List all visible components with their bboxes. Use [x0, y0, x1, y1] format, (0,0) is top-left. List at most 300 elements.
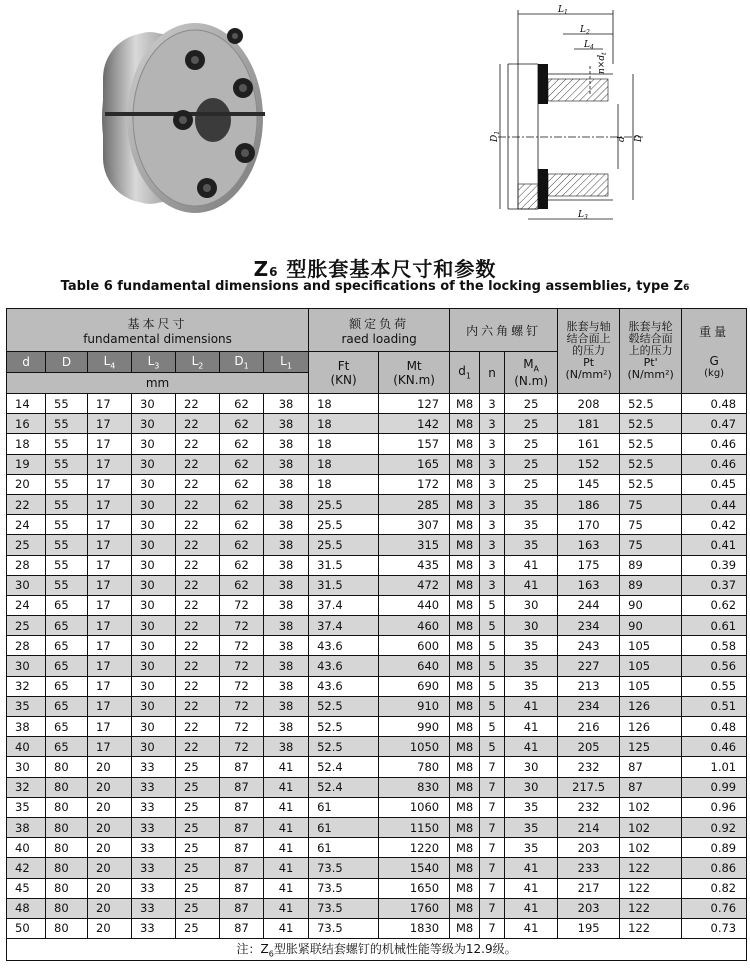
- table-cell: 0.73: [682, 918, 747, 938]
- table-cell: 45: [7, 878, 46, 898]
- table-cell: 52.5: [620, 394, 682, 414]
- table-cell: 72: [220, 656, 264, 676]
- unit-mm: mm: [7, 373, 309, 394]
- table-cell: 170: [558, 515, 620, 535]
- table-cell: 163: [558, 575, 620, 595]
- table-cell: 25: [176, 858, 220, 878]
- table-cell: 25.5: [309, 515, 379, 535]
- table-cell: 3: [480, 394, 505, 414]
- table-cell: 0.61: [682, 616, 747, 636]
- table-cell: 126: [620, 717, 682, 737]
- table-row: [7, 817, 747, 837]
- table-cell: 41: [264, 918, 309, 938]
- table-cell: 38: [264, 434, 309, 454]
- table-cell: 315: [379, 535, 450, 555]
- table-cell: 0.46: [682, 737, 747, 757]
- table-cell: 105: [620, 676, 682, 696]
- table-cell: 80: [46, 918, 88, 938]
- table-cell: 25.5: [309, 494, 379, 514]
- table-cell: 89: [620, 575, 682, 595]
- table-cell: 41: [264, 858, 309, 878]
- table-cell: 18: [309, 394, 379, 414]
- table-cell: 0.82: [682, 878, 747, 898]
- table-cell: 20: [88, 838, 132, 858]
- table-cell: 17: [88, 555, 132, 575]
- table-cell: 38: [264, 656, 309, 676]
- table-cell: M8: [450, 454, 480, 474]
- header-rated-loading: 额定负荷 raed loading: [309, 309, 450, 352]
- table-cell: 35: [505, 817, 558, 837]
- table-cell: M8: [450, 878, 480, 898]
- table-cell: 20: [88, 878, 132, 898]
- table-cell: 22: [176, 394, 220, 414]
- table-cell: 80: [46, 757, 88, 777]
- table-cell: 38: [264, 454, 309, 474]
- table-cell: 20: [88, 858, 132, 878]
- table-cell: 0.44: [682, 494, 747, 514]
- table-row: [7, 838, 747, 858]
- table-cell: 22: [176, 636, 220, 656]
- table-cell: 233: [558, 858, 620, 878]
- table-cell: 181: [558, 414, 620, 434]
- table-cell: 435: [379, 555, 450, 575]
- table-cell: 122: [620, 898, 682, 918]
- table-cell: 41: [505, 737, 558, 757]
- col-D1: $D_1$: [220, 352, 264, 373]
- table-cell: 30: [132, 535, 176, 555]
- table-cell: 41: [505, 878, 558, 898]
- table-cell: 48: [7, 898, 46, 918]
- table-cell: 161: [558, 434, 620, 454]
- table-cell: 25.5: [309, 535, 379, 555]
- table-cell: 20: [88, 898, 132, 918]
- table-cell: 61: [309, 838, 379, 858]
- table-cell: 105: [620, 656, 682, 676]
- table-cell: 73.5: [309, 918, 379, 938]
- table-cell: 30: [132, 575, 176, 595]
- col-D: D: [46, 352, 88, 373]
- table-cell: 89: [620, 555, 682, 575]
- table-cell: 17: [88, 515, 132, 535]
- table-cell: 127: [379, 394, 450, 414]
- table-cell: 0.45: [682, 474, 747, 494]
- table-cell: 203: [558, 838, 620, 858]
- table-cell: 25: [176, 817, 220, 837]
- table-cell: 35: [7, 797, 46, 817]
- table-cell: 52.4: [309, 777, 379, 797]
- table-cell: 38: [264, 616, 309, 636]
- table-cell: 3: [480, 474, 505, 494]
- table-cell: 22: [176, 696, 220, 716]
- table-cell: M8: [450, 817, 480, 837]
- table-cell: 3: [480, 454, 505, 474]
- table-cell: 1050: [379, 737, 450, 757]
- table-cell: M8: [450, 737, 480, 757]
- table-row: [7, 656, 747, 676]
- col-L4: $L_4$: [88, 352, 132, 373]
- table-cell: 22: [176, 717, 220, 737]
- table-row: [7, 636, 747, 656]
- table-cell: 62: [220, 434, 264, 454]
- table-cell: 38: [264, 394, 309, 414]
- table-cell: M8: [450, 918, 480, 938]
- label-d: d: [617, 136, 627, 142]
- table-cell: 80: [46, 898, 88, 918]
- table-cell: 30: [132, 434, 176, 454]
- table-cell: 0.56: [682, 656, 747, 676]
- table-cell: 460: [379, 616, 450, 636]
- table-cell: 1150: [379, 817, 450, 837]
- label-D: D: [634, 134, 644, 142]
- table-cell: 22: [176, 434, 220, 454]
- table-cell: 35: [7, 696, 46, 716]
- table-cell: 3: [480, 494, 505, 514]
- table-cell: 65: [46, 616, 88, 636]
- table-cell: 87: [220, 777, 264, 797]
- table-cell: 0.48: [682, 717, 747, 737]
- table-cell: 35: [505, 838, 558, 858]
- table-cell: 31.5: [309, 555, 379, 575]
- label-L4: $L_4$: [584, 40, 594, 51]
- table-cell: 640: [379, 656, 450, 676]
- table-cell: 38: [264, 474, 309, 494]
- table-cell: 17: [88, 616, 132, 636]
- table-cell: 17: [88, 676, 132, 696]
- table-cell: 165: [379, 454, 450, 474]
- table-cell: 17: [88, 575, 132, 595]
- table-cell: 38: [264, 555, 309, 575]
- table-cell: 30: [132, 515, 176, 535]
- table-cell: 31.5: [309, 575, 379, 595]
- table-cell: 24: [7, 595, 46, 615]
- table-cell: 30: [505, 616, 558, 636]
- table-cell: 30: [7, 656, 46, 676]
- table-cell: 52.5: [620, 414, 682, 434]
- table-cell: 195: [558, 918, 620, 938]
- table-cell: 33: [132, 797, 176, 817]
- table-cell: 41: [264, 777, 309, 797]
- table-cell: 62: [220, 494, 264, 514]
- label-L2: $L_2$: [580, 25, 590, 36]
- table-cell: 5: [480, 717, 505, 737]
- table-cell: 7: [480, 817, 505, 837]
- table-cell: 102: [620, 817, 682, 837]
- table-cell: M8: [450, 757, 480, 777]
- table-cell: 30: [7, 757, 46, 777]
- table-cell: 65: [46, 676, 88, 696]
- table-cell: 0.62: [682, 595, 747, 615]
- table-cell: 72: [220, 717, 264, 737]
- table-cell: 28: [7, 636, 46, 656]
- table-cell: 1540: [379, 858, 450, 878]
- specification-table: [6, 308, 747, 961]
- title-english: Table 6 fundamental dimensions and specifications of the locking assemblies, type Z6: [60, 279, 690, 294]
- table-cell: 25: [176, 898, 220, 918]
- table-cell: 18: [309, 474, 379, 494]
- table-cell: M8: [450, 717, 480, 737]
- table-row: [7, 717, 747, 737]
- table-cell: 87: [220, 817, 264, 837]
- table-row: [7, 434, 747, 454]
- table-cell: 1.01: [682, 757, 747, 777]
- table-cell: 7: [480, 878, 505, 898]
- table-cell: 62: [220, 515, 264, 535]
- table-row: [7, 494, 747, 514]
- table-cell: 22: [176, 575, 220, 595]
- table-cell: 38: [264, 737, 309, 757]
- table-cell: 35: [505, 636, 558, 656]
- table-cell: 30: [132, 555, 176, 575]
- col-L2: $L_2$: [176, 352, 220, 373]
- table-cell: 3: [480, 414, 505, 434]
- table-cell: 38: [7, 717, 46, 737]
- table-cell: 22: [176, 616, 220, 636]
- table-cell: 65: [46, 696, 88, 716]
- table-cell: 33: [132, 817, 176, 837]
- table-cell: 17: [88, 394, 132, 414]
- table-cell: 7: [480, 797, 505, 817]
- table-cell: 217: [558, 878, 620, 898]
- table-cell: 72: [220, 696, 264, 716]
- table-cell: 55: [46, 474, 88, 494]
- header-socket-screw: 内六角螺钉: [450, 309, 558, 352]
- table-cell: 41: [505, 898, 558, 918]
- title-chinese: Z6 型胀套基本尺寸和参数: [253, 257, 497, 281]
- table-cell: 0.41: [682, 535, 747, 555]
- table-cell: 52.5: [620, 434, 682, 454]
- table-cell: 22: [176, 454, 220, 474]
- table-cell: 55: [46, 394, 88, 414]
- table-row: [7, 858, 747, 878]
- table-cell: 214: [558, 817, 620, 837]
- table-cell: 122: [620, 858, 682, 878]
- table-cell: 102: [620, 797, 682, 817]
- table-cell: 33: [132, 918, 176, 938]
- table-row: [7, 797, 747, 817]
- table-cell: 472: [379, 575, 450, 595]
- header-hub-pressure: 胀套与轮毂结合面上的压力 Pt' (N/mm²): [620, 309, 682, 394]
- table-cell: 65: [46, 717, 88, 737]
- table-cell: 25: [176, 878, 220, 898]
- table-cell: 73.5: [309, 878, 379, 898]
- table-cell: 75: [620, 494, 682, 514]
- table-cell: 80: [46, 777, 88, 797]
- table-cell: 25: [505, 394, 558, 414]
- table-cell: 33: [132, 777, 176, 797]
- table-cell: 25: [176, 757, 220, 777]
- table-cell: M8: [450, 555, 480, 575]
- table-cell: 0.86: [682, 858, 747, 878]
- table-cell: 41: [505, 918, 558, 938]
- table-cell: 1760: [379, 898, 450, 918]
- table-cell: 30: [132, 737, 176, 757]
- table-cell: 5: [480, 595, 505, 615]
- table-cell: 7: [480, 858, 505, 878]
- table-row: [7, 737, 747, 757]
- table-cell: 55: [46, 434, 88, 454]
- table-cell: 122: [620, 918, 682, 938]
- table-cell: 40: [7, 838, 46, 858]
- table-cell: 41: [505, 575, 558, 595]
- table-cell: 216: [558, 717, 620, 737]
- table-cell: M8: [450, 676, 480, 696]
- table-row: [7, 555, 747, 575]
- table-cell: 72: [220, 636, 264, 656]
- table-cell: 87: [220, 858, 264, 878]
- table-cell: 62: [220, 555, 264, 575]
- table-cell: 35: [505, 797, 558, 817]
- table-cell: M8: [450, 636, 480, 656]
- table-cell: 55: [46, 555, 88, 575]
- table-row: [7, 757, 747, 777]
- table-cell: 17: [88, 494, 132, 514]
- table-cell: 87: [220, 797, 264, 817]
- table-cell: 87: [620, 777, 682, 797]
- table-cell: 25: [505, 454, 558, 474]
- table-cell: 43.6: [309, 676, 379, 696]
- table-cell: 32: [7, 676, 46, 696]
- table-cell: 244: [558, 595, 620, 615]
- table-cell: 87: [220, 838, 264, 858]
- table-cell: 80: [46, 858, 88, 878]
- table-cell: 33: [132, 757, 176, 777]
- table-cell: 72: [220, 676, 264, 696]
- table-cell: 52.5: [620, 474, 682, 494]
- table-cell: M8: [450, 535, 480, 555]
- table-cell: 243: [558, 636, 620, 656]
- table-cell: 285: [379, 494, 450, 514]
- table-cell: 20: [88, 757, 132, 777]
- table-cell: 213: [558, 676, 620, 696]
- table-cell: 61: [309, 817, 379, 837]
- table-cell: 3: [480, 575, 505, 595]
- table-cell: 38: [264, 414, 309, 434]
- table-cell: 37.4: [309, 595, 379, 615]
- table-cell: 163: [558, 535, 620, 555]
- table-cell: 30: [132, 595, 176, 615]
- table-cell: 186: [558, 494, 620, 514]
- table-cell: 20: [88, 817, 132, 837]
- table-cell: 990: [379, 717, 450, 737]
- cross-section-drawing: [478, 4, 648, 232]
- table-cell: 35: [505, 494, 558, 514]
- table-cell: 73.5: [309, 898, 379, 918]
- table-cell: 17: [88, 656, 132, 676]
- table-cell: 22: [176, 414, 220, 434]
- table-cell: 38: [264, 676, 309, 696]
- table-cell: 5: [480, 696, 505, 716]
- table-cell: 41: [505, 555, 558, 575]
- table-cell: 157: [379, 434, 450, 454]
- table-cell: 22: [176, 676, 220, 696]
- table-cell: 33: [132, 838, 176, 858]
- table-body: [7, 394, 747, 939]
- table-cell: 55: [46, 575, 88, 595]
- table-cell: 1830: [379, 918, 450, 938]
- table-cell: 55: [46, 414, 88, 434]
- table-cell: 75: [620, 535, 682, 555]
- table-cell: 41: [264, 838, 309, 858]
- table-cell: 0.39: [682, 555, 747, 575]
- table-cell: 25: [505, 474, 558, 494]
- table-cell: 61: [309, 797, 379, 817]
- col-n: n: [480, 352, 505, 394]
- table-row: [7, 515, 747, 535]
- table-cell: 25: [176, 797, 220, 817]
- table-cell: 17: [88, 454, 132, 474]
- table-cell: 30: [505, 595, 558, 615]
- table-row: [7, 878, 747, 898]
- table-cell: 0.42: [682, 515, 747, 535]
- table-cell: 3: [480, 434, 505, 454]
- table-cell: 690: [379, 676, 450, 696]
- table-cell: 90: [620, 595, 682, 615]
- table-cell: 1060: [379, 797, 450, 817]
- table-cell: 25: [505, 414, 558, 434]
- table-cell: 90: [620, 616, 682, 636]
- table-cell: 17: [88, 737, 132, 757]
- table-cell: 38: [7, 817, 46, 837]
- table-cell: 38: [264, 595, 309, 615]
- label-D1: $D_1$: [490, 130, 501, 142]
- table-cell: 20: [7, 474, 46, 494]
- table-cell: 142: [379, 414, 450, 434]
- table-cell: M8: [450, 838, 480, 858]
- label-L1: $L_1$: [558, 5, 568, 16]
- table-cell: 172: [379, 474, 450, 494]
- col-d1: $d_1$: [450, 352, 480, 394]
- table-cell: 35: [505, 515, 558, 535]
- table-cell: 25: [7, 616, 46, 636]
- table-cell: 87: [220, 757, 264, 777]
- table-cell: 25: [176, 777, 220, 797]
- table-cell: 232: [558, 797, 620, 817]
- table-cell: 30: [505, 757, 558, 777]
- table-cell: 17: [88, 434, 132, 454]
- table-cell: 203: [558, 898, 620, 918]
- table-cell: 7: [480, 757, 505, 777]
- label-n-dt: $n\times d_t$: [597, 52, 608, 74]
- table-cell: 41: [505, 696, 558, 716]
- table-row: [7, 676, 747, 696]
- table-cell: 30: [7, 575, 46, 595]
- col-MA: $M_A$ (N.m): [505, 352, 558, 394]
- table-cell: 0.51: [682, 696, 747, 716]
- table-cell: 0.46: [682, 454, 747, 474]
- table-cell: 52.5: [309, 737, 379, 757]
- table-cell: 1650: [379, 878, 450, 898]
- table-cell: M8: [450, 394, 480, 414]
- table-cell: 24: [7, 515, 46, 535]
- table-cell: 41: [264, 878, 309, 898]
- table-cell: 87: [620, 757, 682, 777]
- table-cell: 7: [480, 918, 505, 938]
- table-cell: M8: [450, 656, 480, 676]
- table-cell: 62: [220, 454, 264, 474]
- table-row: [7, 616, 747, 636]
- header-basic-dimensions: 基本尺寸 fundamental dimensions: [7, 309, 309, 352]
- table-cell: 208: [558, 394, 620, 414]
- table-cell: 125: [620, 737, 682, 757]
- table-cell: 38: [264, 717, 309, 737]
- table-cell: 17: [88, 595, 132, 615]
- table-cell: 55: [46, 535, 88, 555]
- table-cell: 65: [46, 737, 88, 757]
- table-cell: 152: [558, 454, 620, 474]
- table-cell: 22: [176, 737, 220, 757]
- table-cell: M8: [450, 414, 480, 434]
- table-cell: 0.92: [682, 817, 747, 837]
